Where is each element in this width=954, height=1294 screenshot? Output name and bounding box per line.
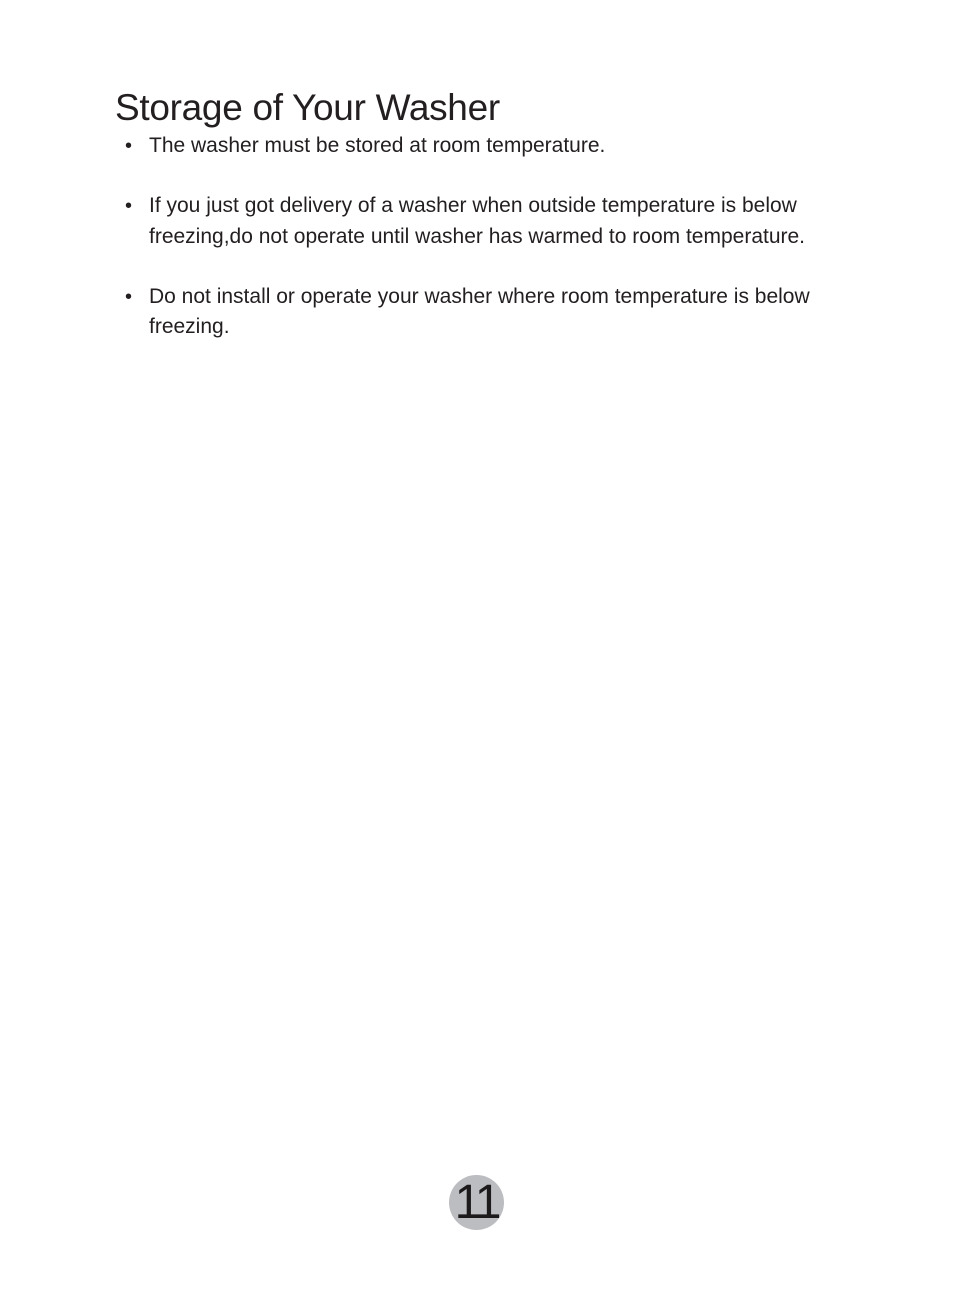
list-item: [125, 191, 865, 252]
page-number: 11: [449, 1175, 504, 1230]
bullet-text: If you just got delivery of a washer when outside temperature is below freezing,do not operate until washer has warmed to room temperature.: [149, 194, 806, 248]
bullet-icon: •: [125, 195, 133, 217]
bullet-icon: •: [125, 285, 133, 308]
bullet-icon: •: [125, 135, 133, 157]
bullet-list: [125, 131, 865, 372]
bullet-text: The washer must be stored at room temperature.: [149, 134, 606, 157]
section-title: Storage of Your Washer: [115, 87, 500, 128]
bullet-text: Do not install or operate your washer where room temperature is below freezing.: [149, 284, 810, 338]
list-item: [125, 282, 865, 343]
list-item: [125, 131, 865, 162]
